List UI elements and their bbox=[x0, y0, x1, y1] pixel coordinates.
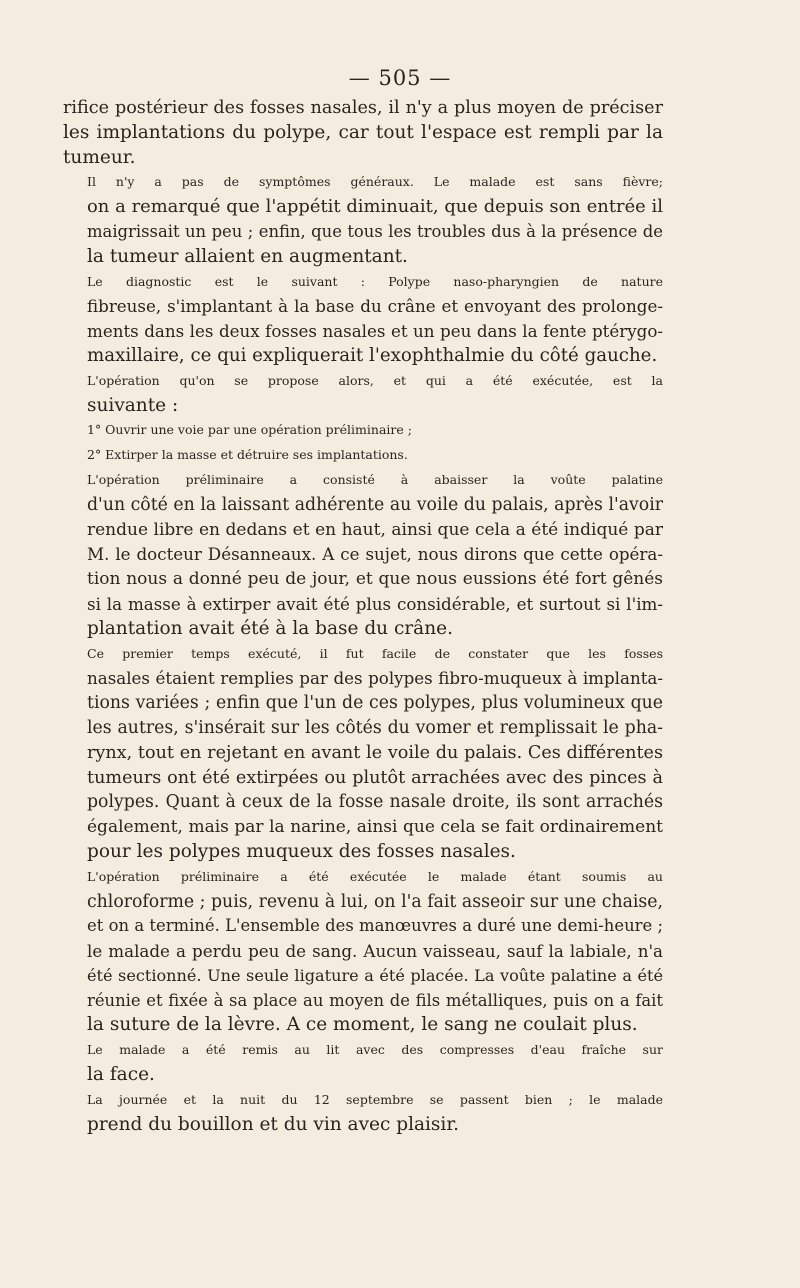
text-line: suivante : bbox=[87, 394, 179, 416]
text-line: Ce premier temps exécuté, il fut facile de constater que les fosses bbox=[87, 645, 663, 661]
text-line: plantation avait été à la base du crâne. bbox=[87, 617, 453, 639]
text-line: rendue libre en dedans et en haut, ainsi que cela a été indiqué par bbox=[87, 519, 663, 540]
text-line: si la masse à extirper avait été plus considérable, et surtout si l'im- bbox=[87, 593, 663, 614]
paragraph bbox=[63, 96, 663, 170]
text-line: La journée et la nuit du 12 septembre se passent bien ; le malade bbox=[87, 1091, 663, 1107]
text-line: tumeur. bbox=[63, 146, 136, 168]
text-line: L'opération préliminaire a consisté à abaisser la voûte palatine bbox=[87, 471, 663, 487]
text-line: polypes. Quant à ceux de la fosse nasale droite, ils sont arrachés bbox=[87, 792, 663, 813]
text-line: tion nous a donné peu de jour, et que nous eussions été fort gênés bbox=[87, 569, 663, 590]
text-line: chloroforme ; puis, revenu à lui, on l'a fait asseoir sur une chaise, bbox=[87, 891, 663, 912]
text-line: prend du bouillon et du vin avec plaisir. bbox=[87, 1113, 460, 1135]
paragraph bbox=[63, 468, 663, 642]
text-line: réunie et fixée à sa place au moyen de fils métalliques, puis on a fait bbox=[87, 990, 663, 1010]
text-line: L'opération préliminaire a été exécutée le malade étant soumis au bbox=[87, 868, 663, 884]
text-line: rynx, tout en rejetant en avant le voile du palais. Ces différentes bbox=[87, 742, 663, 763]
text-line: d'un côté en la laissant adhérente au voile du palais, après l'avoir bbox=[87, 494, 663, 515]
text-line: pour les polypes muqueux des fosses nasales. bbox=[87, 840, 516, 862]
paragraph bbox=[63, 369, 663, 419]
text-line: les autres, s'insérait sur les côtés du vomer et remplissait le pha- bbox=[87, 717, 663, 738]
text-line: rifice postérieur des fosses nasales, il n'y a plus moyen de préciser bbox=[63, 98, 663, 118]
text-line: tions variées ; enfin que l'un de ces polypes, plus volumineux que bbox=[87, 693, 663, 714]
text-line: fibreuse, s'implantant à la base du crâne et envoyant des prolonge- bbox=[87, 296, 663, 317]
body-text bbox=[63, 96, 663, 1137]
page-number: — 505 — bbox=[348, 66, 452, 90]
text-line: maxillaire, ce qui expliquerait l'exophthalmie du côté gauche. bbox=[87, 344, 658, 366]
paragraph bbox=[63, 1038, 663, 1088]
text-line: et on a terminé. L'ensemble des manœuvres a duré une demi-heure ; bbox=[87, 916, 663, 936]
list-item: 1° Ouvrir une voie par une opération préliminaire ; bbox=[87, 422, 412, 438]
text-line: le malade a perdu peu de sang. Aucun vaisseau, sauf la labiale, n'a bbox=[87, 941, 663, 962]
text-line: Il n'y a pas de symptômes généraux. Le malade est sans fièvre; bbox=[87, 174, 663, 190]
text-line: on a remarqué que l'appétit diminuait, que depuis son entrée il bbox=[87, 196, 663, 218]
text-line: Le malade a été remis au lit avec des compresses d'eau fraîche sur bbox=[87, 1042, 663, 1058]
paragraph bbox=[63, 1088, 663, 1138]
text-line: les implantations du polype, car tout l'espace est rempli par la bbox=[63, 121, 663, 143]
text-line: maigrissait un peu ; enfin, que tous les troubles dus à la présence de bbox=[87, 221, 663, 241]
text-line: nasales étaient remplies par des polypes fibro-muqueux à implanta- bbox=[87, 668, 663, 689]
text-line: L'opération qu'on se propose alors, et qui a été exécutée, est la bbox=[87, 372, 663, 388]
paragraph bbox=[63, 865, 663, 1039]
text-line: la tumeur allaient en augmentant. bbox=[87, 245, 408, 267]
list-item: 2° Extirper la masse et détruire ses implantations. bbox=[87, 447, 408, 463]
paragraph bbox=[63, 170, 663, 269]
text-line: la face. bbox=[87, 1064, 155, 1086]
text-line: été sectionné. Une seule ligature a été placée. La voûte palatine a été bbox=[87, 965, 663, 985]
paragraph bbox=[63, 642, 663, 865]
text-line: M. le docteur Désanneaux. A ce sujet, nous dirons que cette opéra- bbox=[87, 544, 663, 565]
text-line: tumeurs ont été extirpées ou plutôt arrachées avec des pinces à bbox=[87, 767, 663, 788]
paragraph bbox=[63, 270, 663, 369]
text-line: ments dans les deux fosses nasales et un peu dans la fente ptérygo- bbox=[87, 321, 663, 342]
text-line: Le diagnostic est le suivant : Polype naso-pharyngien de nature bbox=[87, 273, 663, 289]
text-line: la suture de la lèvre. A ce moment, le sang ne coulait plus. bbox=[87, 1014, 638, 1036]
paragraph bbox=[63, 418, 663, 443]
paragraph bbox=[63, 443, 663, 468]
text-line: également, mais par la narine, ainsi que cela se fait ordinairement bbox=[87, 817, 663, 838]
